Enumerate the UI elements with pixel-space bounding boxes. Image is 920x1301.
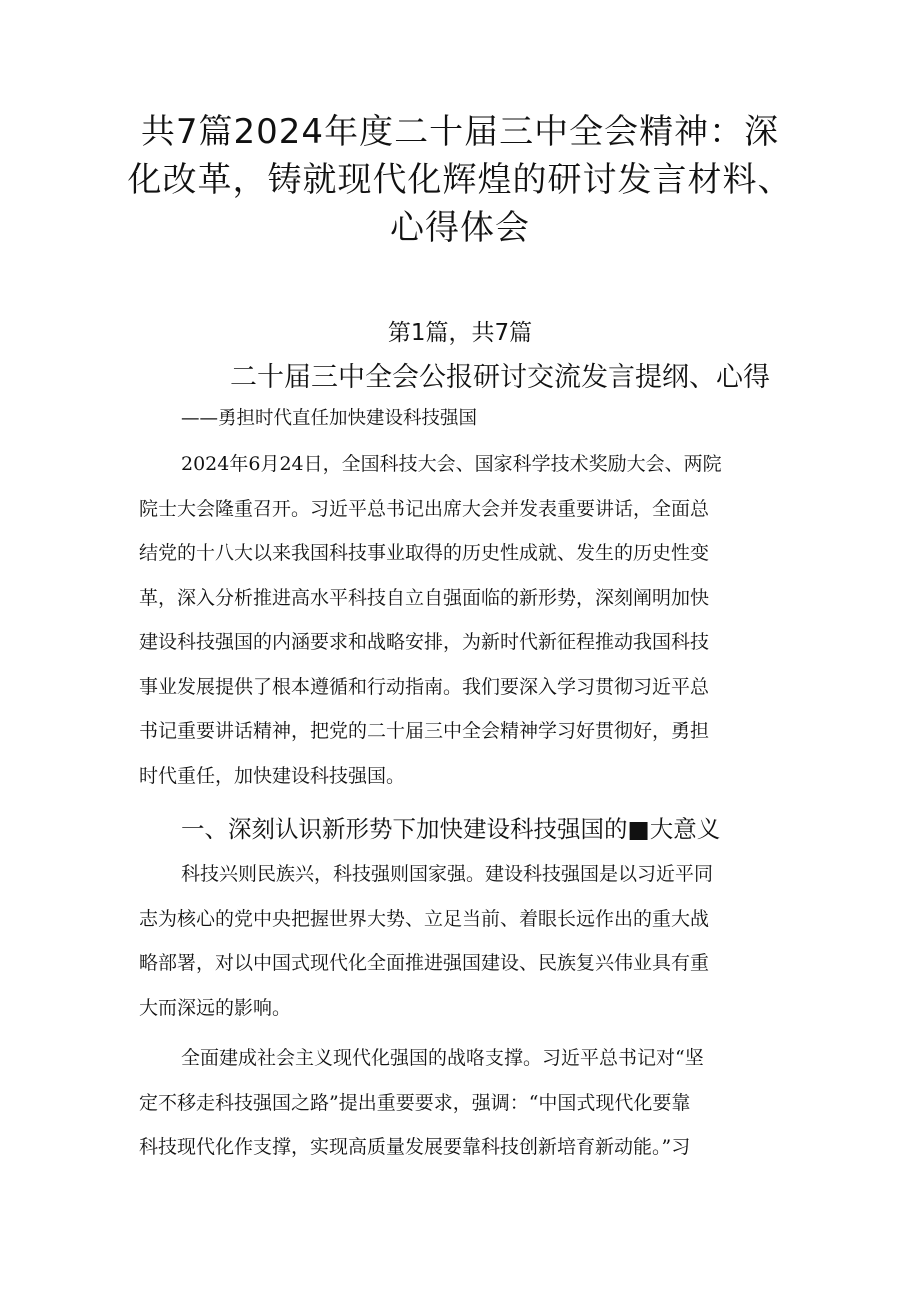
section-heading: 一、深刻认识新形势下加快建设科技强国的■大意义 [181, 815, 721, 843]
paragraph-line: 定不移走科技强国之路”提出重要要求，强调：“中国式现代化要靠 [139, 1091, 691, 1114]
title-line: 共7篇2024年度二十届三中全会精神：深 [140, 112, 780, 152]
paragraph-line: 略部署，对以中国式现代化全面推进强国建设、民族复兴伟业具有重 [139, 952, 710, 974]
part-label: 第1篇，共7篇 [387, 320, 533, 346]
title-line: 心得体会 [390, 208, 530, 248]
paragraph-line: 志为核心的党中央把握世界大势、立足当前、着眼长远作出的重大战 [139, 907, 710, 930]
paragraph-line: 书记重要讲话精神，把党的二十届三中全会精神学习好贯彻好，勇担 [139, 720, 710, 742]
paragraph-1 [139, 442, 784, 798]
paragraph-line: 革，深入分析推进高水平科技自立自强面临的新形势，深刻阐明加快 [139, 586, 710, 609]
paragraph-line: 院士大会隆重召开。习近平总书记出席大会并发表重要讲话，全面总 [139, 497, 710, 520]
section-title: 二十届三中全会公报研讨交流发言提纲、心得 [230, 362, 770, 393]
paragraph-line: 科技兴则民族兴，科技强则国家强。建设科技强国是以习近平同 [181, 863, 714, 885]
paragraph-line: 2024年6月24日，全国科技大会、国家科学技术奖励大会、两院 [181, 453, 722, 475]
title-line: 化改革，铸就现代化辉煌的研讨发言材料、 [127, 160, 793, 200]
document-title [120, 108, 800, 252]
section-subtitle: ——勇担时代直任加快建设科技强国 [181, 408, 478, 429]
paragraph-line: 建设科技强国的内涵要求和战略安排，为新时代新征程推动我国科技 [139, 631, 710, 653]
paragraph-line: 科技现代化作支撑，实现高质量发展要靠科技创新培育新动能。”习 [139, 1136, 691, 1158]
paragraph-2 [139, 852, 784, 1030]
paragraph-line: 大而深远的影响。 [139, 996, 292, 1019]
paragraph-line: 时代重任，加快建设科技强国。 [139, 764, 406, 787]
paragraph-line: 全面建成社会主义现代化强国的战咯支撑。习近平总书记对“坚 [181, 1047, 704, 1069]
paragraph-3 [139, 1036, 784, 1170]
paragraph-line: 事业发展提供了根本遵循和行动指南。我们要深入学习贯彻习近平总 [139, 675, 710, 698]
paragraph-line: 结党的十八大以来我国科技事业取得的历史性成就、发生的历史性变 [139, 542, 710, 564]
